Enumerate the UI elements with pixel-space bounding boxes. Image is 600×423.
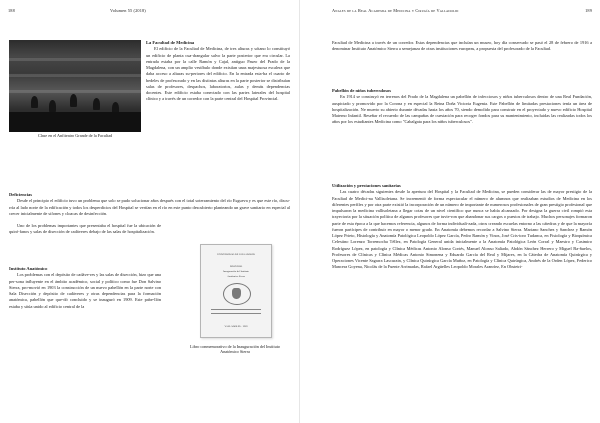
deficiencias-paragraph: Desde el principio el edificio tuvo un problema que solo se pudo solucionar años después con el total soterramiento del río Esgueva y es que este río, discu-rría al lado norte de la edificación y todos los desperdicios del Hospital se vertían en el río en este punto descubierto planteando un grave sanitario en especial al crecer inicialmente de sifones y cloacas de desinfección. [9,198,290,216]
section-heading-facultad: La Facultad de Medicina [146,40,195,45]
intro-paragraph: Facultad de Medicina a través de un corredor. Estas dependencias que incluían un museo, hoy día conservado se pasó el 28 de febrero de 1916 a denominar Instituto Anatómico Sierra a semejanza de otras instituciones europeas, a propuesta del profesorado de la Facultad. [332,40,592,52]
running-title-right: Anales de la Real Academia de Medicina y Cirugía de Valladolid [332,8,459,13]
page-number-right: 189 [585,8,592,13]
section-facultad [146,40,290,132]
commemorative-book-image [200,244,272,338]
facultad-continuation [9,146,290,190]
section-heading-instituto: Instituto Anatómico [9,266,48,271]
section-heading-pabellon: Pabellón de niños tuberculosos [332,88,392,93]
book-caption: Libro conmemorativo de la Inauguración del Instituto Anatómico Sierra [189,344,280,355]
section-utilizacion [332,183,592,415]
deficiencias-continuation [9,223,161,265]
right-page [300,0,600,423]
book-cover-line: Inauguración del Instituto [223,270,249,273]
page-number-left: 188 [8,8,15,13]
running-title-left: Volumen 55 (2018) [110,8,146,13]
book-cover-line: UNIVERSIDAD DE VALLADOLID [217,253,255,256]
intro-block [332,40,592,66]
book-cover-line: DISCURSO [229,265,243,268]
book-cover-seal [223,283,251,305]
photo-caption: Clase en el Anfiteatro Grande de la Facultad [37,133,113,138]
section-heading-utilizacion: Utilización y prestaciones sanitarias [332,183,401,188]
lecture-hall-photo [9,40,141,132]
pabellon-paragraph: En 1914 se construyó en terrenos del Prado de la Magdalena un pabellón de infecciosos y niños tuberculosos dentro de una Real Fundación, auspiciado y promovido por la Corona y en especial la Reina Doña Victoria Eugenia. Este Pabellón de limitadas prestaciones tenía un área de hospitalización. Ne muerto su abierto durante décadas hasta los años 70, siendo demolido para construir en el proyectado y nuevo edificio Hospital Materno Infantil. Reseñar el recuerdo de las campañas de cuestación para recoger fondos para su mantenimiento, incluidas las realizadas todos los años por los estudiantes Medicina como "Cabalgata para los niños tuberculosos". [332,94,592,125]
section-pabellon [332,88,592,162]
section-heading-deficiencias: Deficiencias [9,192,32,197]
book-cover-line: VALLADOLID · 1909 [224,325,248,328]
instituto-paragraph: Los problemas con el depósito de cadáve-res y las salas de disección, hizo que una per-sona influyente en el ámbito académico, social y político como fue Don Salvino Sierra, pro-movió en 1903 la construcción de un nuevo pabellón en la parte norte con Sala Disección y depósito de cadáveres y otras dependencias para la formación anatómica, pabellón que que-dó concluido y se inauguró en 1909. Este pabe-llón estaba y sitúa unido al edificio central de la [9,272,161,309]
section-instituto [9,266,161,412]
section-deficiencias [9,192,290,222]
deficiencias-paragraph-2: Uno de los problemas importantes que presentaba el hospital fue la ubicación de quiró-fanos y salas de disección de cadáveres debajo de las salas de hospitalización. [9,223,161,235]
facultad-paragraph: El edificio de la Facultad de Medicina, de tres alturas y sótano lo constituyó un edificio de planta cua-drangular salvo la parte posterior que era circular. La entrada estaba por la calle Ramón y Cajal, antiguo Paseo del Prado de la Magdalena, con un amplio vestíbulo donde existían unas majestuosa escalera que daba acceso a alturas su-periores del edificio. En la entrada esta-ba el cuarto de bedeles de profesorado y en las distintas alturas en la parte posterior se distribuían salas de profesores, despachos, laboratorios, aulas y demás dependencias docentes. Este edificio estaba conectado con las partes laterales del hospital clínico y a través de un corredor con la parte central del Hospital Provincial. [146,46,290,102]
utilizacion-paragraph: Las cuatro décadas siguientes desde la apertura del Hospital y la Facultad de Medicina, se pueden considerar las de mayor prestigio de la Facultad de Medici-na Vallisoletana. Se incrementó de forma espectacular el número de alumnos que realizaban estudios de Medicina en los diferentes perfiles y por otra parte existió la incorporación de un número de importante de numerosos profesionales de gran prestigio profesional que impulsaron la medicina vallisoletana a llegar cotas de un nivel científico que nunca se había alcanzado. Por designa la guerra civil rompió esta trayectoria por la situación política de algunos profesores que tuvie-ron que abandonar sus cargos o puestos de trabajo. Muchos personajes formaron parte de esta época a la que hacemos referencia, algunos de forma individuali-zada, otros creando escuelas entorno a las cátedras y de que la mayoría fueron partícipes de contribuir en mayor o menor grado. En Anatomía debemos recordar a Salvino Sierra. Mariano Sanchez y Sanchez y Ramón López Prieto, Histología y Anatomía Patológica Leopoldo López García, Pedro Ramón y Vinos, José Cris-toro Tudanca, en Fisiología y Bioquímica Celestino Lorenzo Torremocha Téllez, en Patología General unida inicialmente a la Anatomía Patológica León Corral y Maestro y Casimiro Rodríguez López, en patología y Clínica Médicas Antonio Alonso Cortés, Manuel Alonso Saliado, Abdón Sánchez Herrero y Miguel Ba-ñuelos, Profesores de Clínicas y Clínica Médicas Antonio Simonena y Eduardo García del Real y Mijares, en la Cátedra de Anatomía Quirúrgica y Operaciones Vicente Sagarra Lascurain, y Clínica Quirúrgica García Muñoz, en Patología y Clínica Quirúrgica, Andrés de la Orden López, Federico Mancera Goyena, Nicolás de la Fuente Arrimadas, Rafael Argüelles Leopoldo Morales Aranríez, En Obstetri- [332,189,592,270]
book-cover-line: Anatómico Sierra [227,275,245,278]
